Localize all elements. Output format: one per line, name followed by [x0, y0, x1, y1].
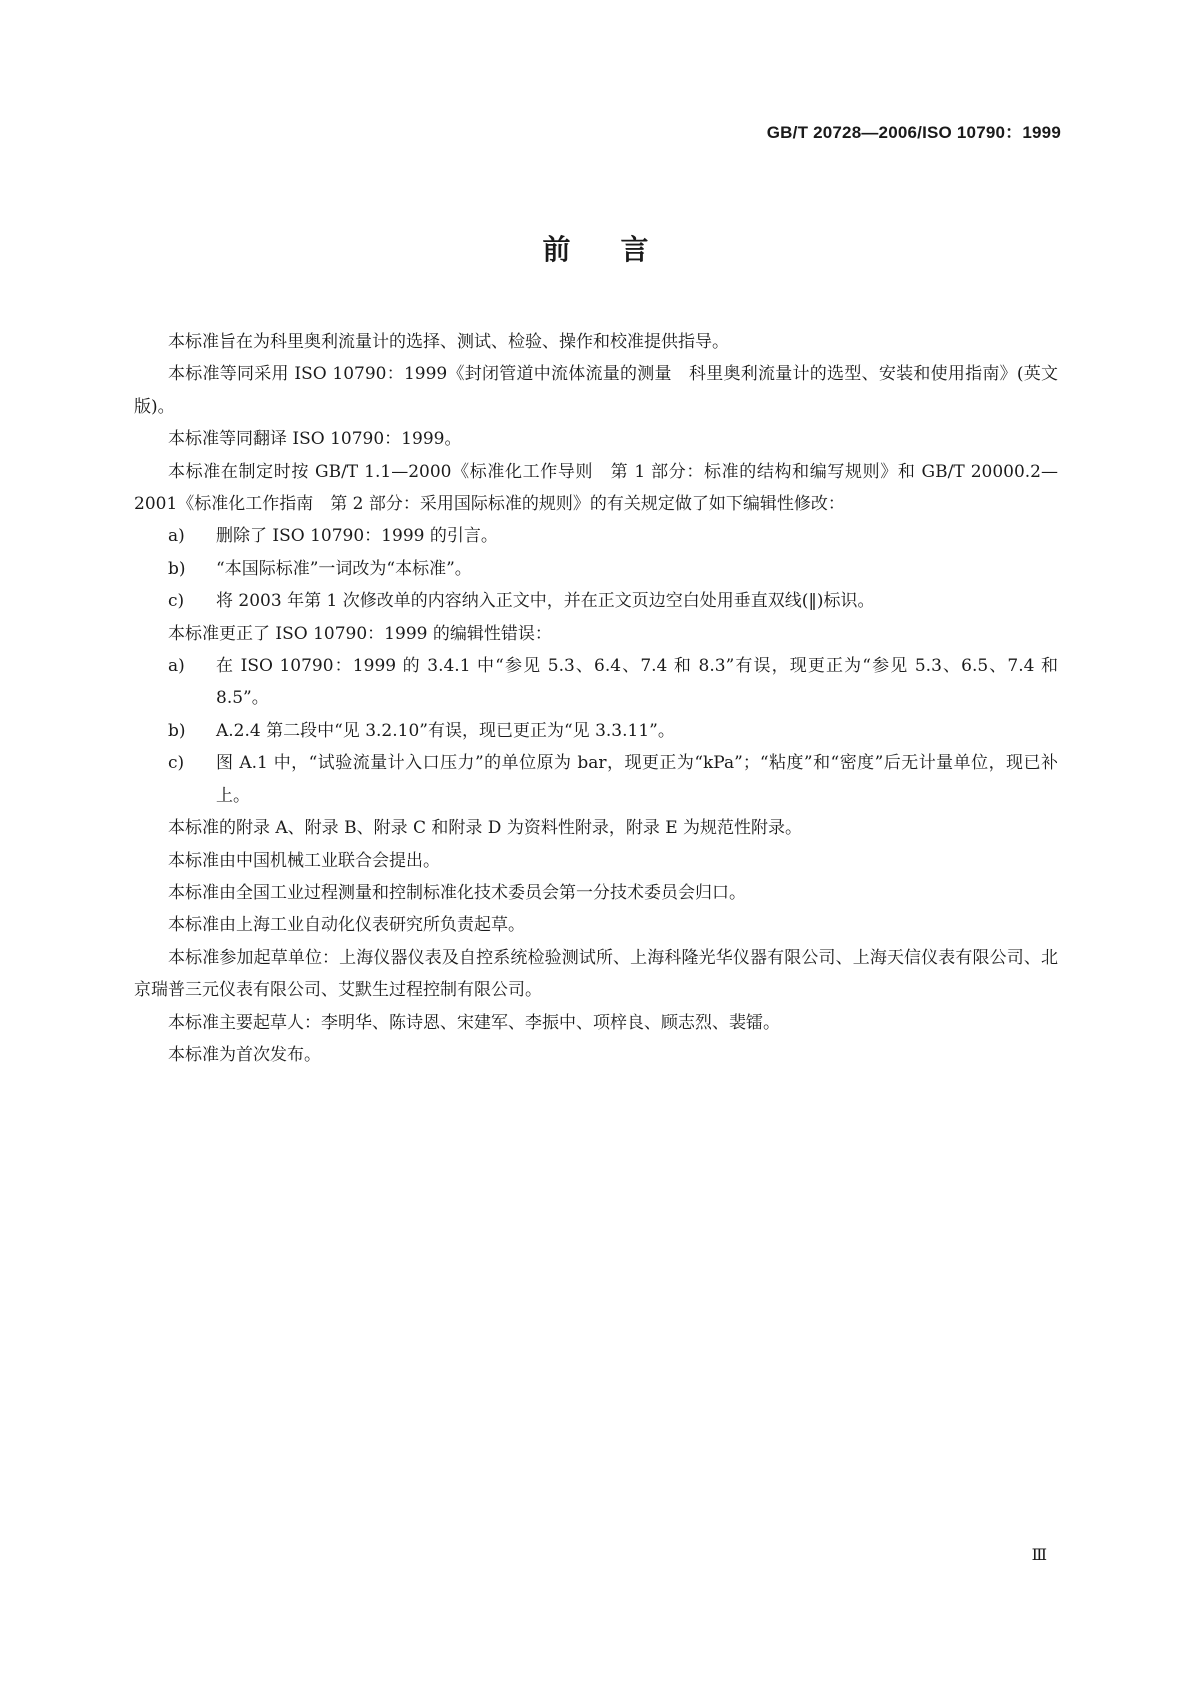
paragraph-corrections: 本标准更正了 ISO 10790：1999 的编辑性错误： [168, 623, 552, 644]
paragraph-adoption: 本标准等同采用 ISO 10790：1999《封闭管道中流体流量的测量 科里奥利流量计的选型、安装和使用指南》(英文版)。 [134, 364, 1058, 417]
list-marker: c) [168, 591, 185, 612]
list-marker: a) [168, 656, 185, 677]
list-item-text: 将 2003 年第 1 次修改单的内容纳入正文中，并在正文页边空白处用垂直双线(‖)标识。 [216, 591, 875, 612]
paragraph-committee: 本标准由全国工业过程测量和控制标准化技术委员会第一分技术委员会归口。 [168, 882, 746, 903]
list-item-correction-a [134, 650, 1058, 715]
paragraph-proposer: 本标准由中国机械工业联合会提出。 [168, 850, 440, 871]
list-item-edit-b [134, 553, 1058, 585]
list-item-correction-c [134, 747, 1058, 812]
foreword-body [134, 326, 1058, 1071]
list-item-text: 图 A.1 中，“试验流量计入口压力”的单位原为 bar，现更正为“kPa”；“粘度”和“密度”后无计量单位，现已补上。 [216, 753, 1058, 806]
paragraph-participants: 本标准参加起草单位：上海仪器仪表及自控系统检验测试所、上海科隆光华仪器有限公司、上海天信仪表有限公司、北京瑞普三元仪表有限公司、艾默生过程控制有限公司。 [134, 947, 1058, 1001]
list-marker: a) [168, 526, 185, 547]
list-marker: b) [168, 558, 186, 579]
list-marker: b) [168, 720, 186, 741]
paragraph-drafter: 本标准由上海工业自动化仪表研究所负责起草。 [168, 915, 525, 936]
list-marker: c) [168, 753, 185, 774]
paragraph-editorial-changes: 本标准在制定时按 GB/T 1.1—2000《标准化工作导则 第 1 部分：标准的结构和编写规则》和 GB/T 20000.2—2001《标准化工作指南 第 2 部分：采用国际标准的规则》的有关规定做了如下编辑性修改： [134, 461, 1058, 515]
list-item-text: A.2.4 第二段中“见 3.2.10”有误，现已更正为“见 3.3.11”。 [216, 720, 675, 741]
paragraph-authors: 本标准主要起草人：李明华、陈诗恩、宋建军、李振中、项梓良、顾志烈、裴镭。 [168, 1012, 780, 1033]
list-item-text: 在 ISO 10790：1999 的 3.4.1 中“参见 5.3、6.4、7.4 和 8.3”有误，现更正为“参见 5.3、6.5、7.4 和 8.5”。 [216, 656, 1058, 709]
list-item-text: 删除了 ISO 10790：1999 的引言。 [216, 526, 498, 547]
list-item-text: “本国际标准”一词改为“本标准”。 [216, 558, 472, 579]
list-item-edit-a [134, 520, 1058, 552]
paragraph-appendices: 本标准的附录 A、附录 B、附录 C 和附录 D 为资料性附录，附录 E 为规范性附录。 [168, 818, 803, 839]
page-number: Ⅲ [1031, 1545, 1047, 1564]
paragraph-translation: 本标准等同翻译 ISO 10790：1999。 [168, 429, 462, 450]
paragraph-purpose: 本标准旨在为科里奥利流量计的选择、测试、检验、操作和校准提供指导。 [168, 332, 729, 352]
list-item-correction-b [134, 715, 1058, 747]
list-item-edit-c [134, 585, 1058, 617]
paragraph-first-release: 本标准为首次发布。 [168, 1044, 321, 1065]
standard-code-header: GB/T 20728—2006/ISO 10790：1999 [766, 123, 1061, 142]
page-title: 前言 [542, 233, 699, 266]
